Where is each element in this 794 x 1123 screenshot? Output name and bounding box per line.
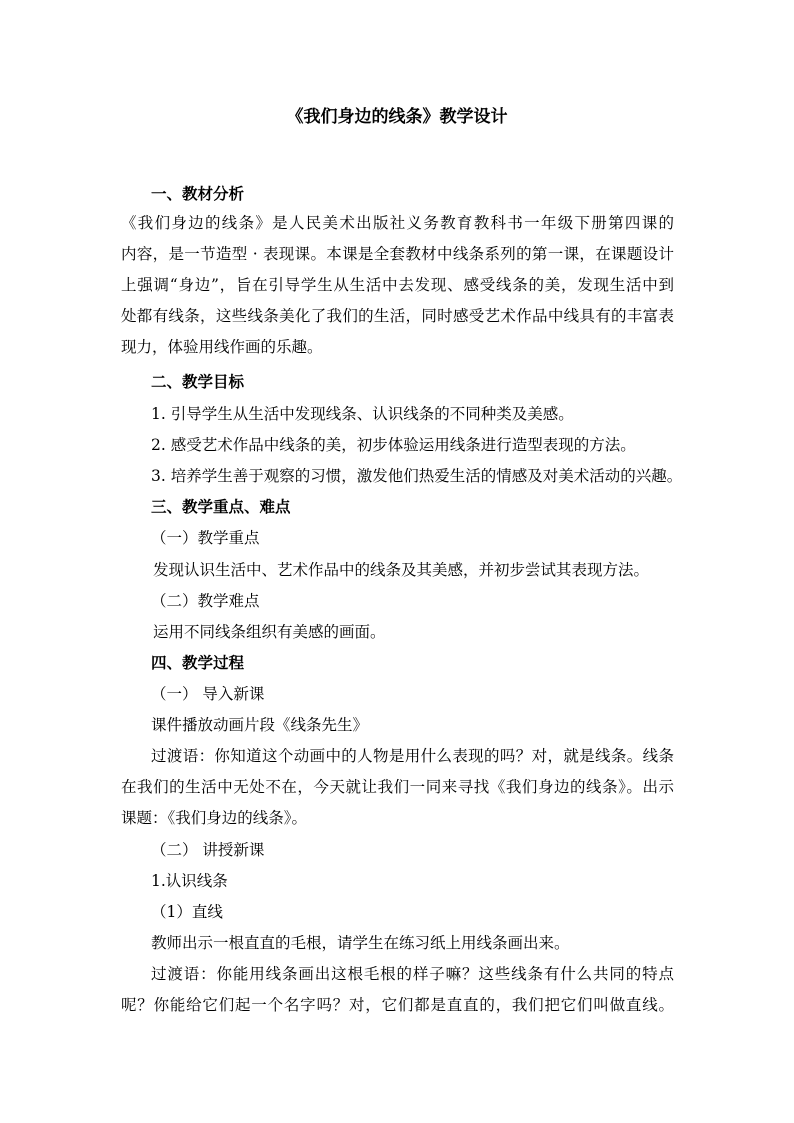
- subheading-new-lesson: （二） 讲授新课: [151, 841, 265, 859]
- process-line: 过渡语：你能用线条画出这根毛根的样子嘛？这些线条有什么共同的特点: [151, 965, 674, 983]
- paragraph-line: 内容，是一节造型 · 表现课。本课是全套教材中线条系列的第一课，在课题设计: [121, 245, 674, 263]
- process-line: 教师出示一根直直的毛根，请学生在练习纸上用线条画出来。: [151, 934, 570, 952]
- process-line: 过渡语：你知道这个动画中的人物是用什么表现的吗？对，就是线条。线条: [151, 747, 674, 765]
- paragraph-line: 《我们身边的线条》是人民美术出版社义务教育教科书一年级下册第四课的: [121, 214, 674, 232]
- section-heading-textbook-analysis: 一、教材分析: [151, 184, 245, 203]
- section-heading-teaching-process: 四、教学过程: [151, 653, 245, 672]
- subheading-introduction: （一） 导入新课: [151, 685, 265, 703]
- paragraph-line: 上强调“身边”，旨在引导学生从生活中去发现、感受线条的美，发现生活中到: [121, 276, 674, 294]
- subheading-difficulty: （二）教学难点: [151, 592, 260, 610]
- key-point-text: 发现认识生活中、艺术作品中的线条及其美感，并初步尝试其表现方法。: [153, 561, 650, 579]
- subheading-key-point: （一）教学重点: [151, 529, 260, 547]
- goal-item: 2. 感受艺术作品中线条的美，初步体验运用线条进行造型表现的方法。: [151, 436, 636, 454]
- document-title: 《我们身边的线条》教学设计: [286, 107, 508, 127]
- section-heading-teaching-goals: 二、教学目标: [151, 372, 245, 391]
- paragraph-line: 现力，体验用线作画的乐趣。: [121, 338, 323, 356]
- process-line: 在我们的生活中无处不在，今天就让我们一同来寻找《我们身边的线条》。出示: [121, 778, 674, 796]
- point-subheading: （1）直线: [151, 903, 223, 921]
- process-line: 呢？你能给它们起一个名字吗？对，它们都是直直的，我们把它们叫做直线。: [121, 996, 674, 1014]
- goal-item: 1. 引导学生从生活中发现线条、认识线条的不同种类及美感。: [151, 405, 574, 423]
- difficulty-text: 运用不同线条组织有美感的画面。: [153, 623, 386, 641]
- paragraph-line: 处都有线条，这些线条美化了我们的生活，同时感受艺术作品中线具有的丰富表: [121, 307, 674, 325]
- goal-item: 3. 培养学生善于观察的习惯，激发他们热爱生活的情感及对美术活动的兴趣。: [151, 467, 683, 485]
- point-heading: 1.认识线条: [151, 872, 228, 890]
- process-line: 课题：《我们身边的线条》。: [121, 809, 308, 827]
- process-line: 课件播放动画片段《线条先生》: [151, 716, 369, 734]
- section-heading-key-points: 三、教学重点、难点: [151, 497, 291, 516]
